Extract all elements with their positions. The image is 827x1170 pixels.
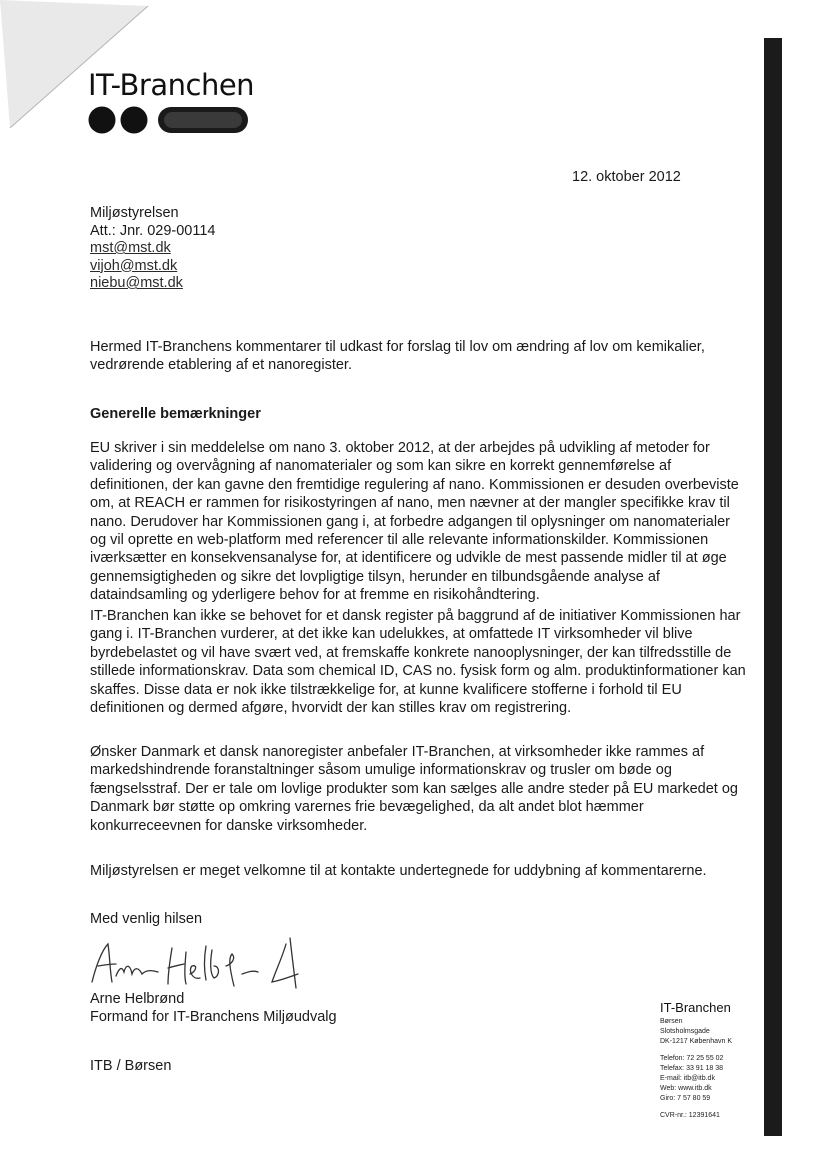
footer-org-name: IT-Branchen	[660, 1000, 731, 1015]
signer-name: Arne Helbrønd	[90, 991, 185, 1007]
recipient-name: Miljøstyrelsen	[90, 205, 179, 221]
footer-contact-line: Web: www.itb.dk	[660, 1085, 712, 1093]
footer-contact-line: Telefon: 72 25 55 02	[660, 1054, 724, 1062]
outro-paragraph: Miljøstyrelsen er meget velkomne til at kontakte undertegnede for uddybning af kommentarerne.	[90, 863, 707, 879]
footer-contact-line: E-mail: itb@itb.dk	[660, 1075, 715, 1083]
footer-contact-line: Telefax: 33 91 18 38	[660, 1064, 724, 1072]
company-logo-mark	[88, 105, 250, 135]
body-paragraph: IT-Branchen kan ikke se behovet for et dansk register på baggrund af de initiativer Kommissionen har gang i. IT-Branchen vurderer, at det ikke kan udelukkes, at omfattede IT virksomheder vil blive byrdebelastet og vil have svært ved, at fremskaffe konkrete nanooplysninger, der kan tilfredsstille de stillede informationskrav. Data som chemical ID, CAS no. fysisk form og alm. produktinformationer kan skaffes. Disse data er nok ikke tilstrækkelige for, at kunne kvalificere stofferne i forhold til EU definitionen og dermed afgøre, hvorvidt der kan stilles krav om registrering.	[90, 608, 746, 717]
footer-address-line: Børsen	[660, 1018, 683, 1025]
letter-date: 12. oktober 2012	[572, 169, 681, 185]
body-paragraph: EU skriver i sin meddelelse om nano 3. oktober 2012, at der arbejdes på udvikling af metoder for validering og overvågning af nanomaterialer og som kan sikre en korrekt gennemførelse af definitionen, der kan gavne den fremtidige regulering af nano. Kommissionen er desuden overbeviste om, at REACH er rammen for risikostyringen af nano, men nævner at der mangler specifikke krav til nano. Derudover har Kommissionen gang i, at forbedre adgangen til oplysninger om nanomaterialer og vil oprette en web-platform med referencer til alle relevante informationskilder. Kommissionen iværksætter en konsekvensanalyse for, at identificere og udvikle de mest passende midler til at øge gennemsigtigheden og sikre det lovpligtige tilsyn, herunder en tilbundsgående analyse af dataindsamling og yderligere behov for at fremme en risikohåndtering.	[90, 440, 739, 604]
sender-location: ITB / Børsen	[90, 1058, 172, 1074]
scan-edge-bar	[764, 38, 782, 1136]
signer-title: Formand for IT-Branchens Miljøudvalg	[90, 1009, 337, 1025]
footer-cvr: CVR-nr.: 12391641	[660, 1111, 720, 1119]
email-link[interactable]: vijoh@mst.dk	[90, 257, 178, 274]
signer-block	[90, 990, 337, 1026]
recipient-address	[90, 205, 215, 293]
email-link[interactable]: mst@mst.dk	[90, 240, 171, 256]
body-paragraph: Ønsker Danmark et dansk nanoregister anbefaler IT-Branchen, at virksomheder ikke rammes af markedshindrende foranstaltninger såsom umulige informationskrav og trusler om bøde og fængselsstraf. Der er tale om lovlige produkter som kan sælges alle andre steder på EU markedet og Danmark bør støtte op omkring varernes frie bevægelighed, da alt andet blot hæmmer konkurreceevnen for danske virksomheder.	[90, 744, 738, 834]
closing-greeting: Med venlig hilsen	[90, 911, 203, 927]
footer-address-line: Slotsholmsgade	[660, 1028, 710, 1036]
email-link[interactable]: niebu@mst.dk	[90, 275, 183, 291]
footer-contact-block	[660, 1000, 732, 1121]
recipient-reference: Att.: Jnr. 029-00114	[90, 222, 216, 239]
handwritten-signature	[86, 936, 316, 992]
intro-paragraph: Hermed IT-Branchens kommentarer til udkast for forslag til lov om ændring af lov om kemikalier, vedrørende etablering af et nanoregister.	[90, 339, 705, 374]
footer-address-line: DK-1217 København K	[660, 1038, 732, 1046]
section-heading: Generelle bemærkninger	[90, 406, 261, 422]
footer-contact-line: Giro: 7 57 80 59	[660, 1095, 711, 1103]
company-logo-text: IT-Branchen	[88, 68, 255, 102]
